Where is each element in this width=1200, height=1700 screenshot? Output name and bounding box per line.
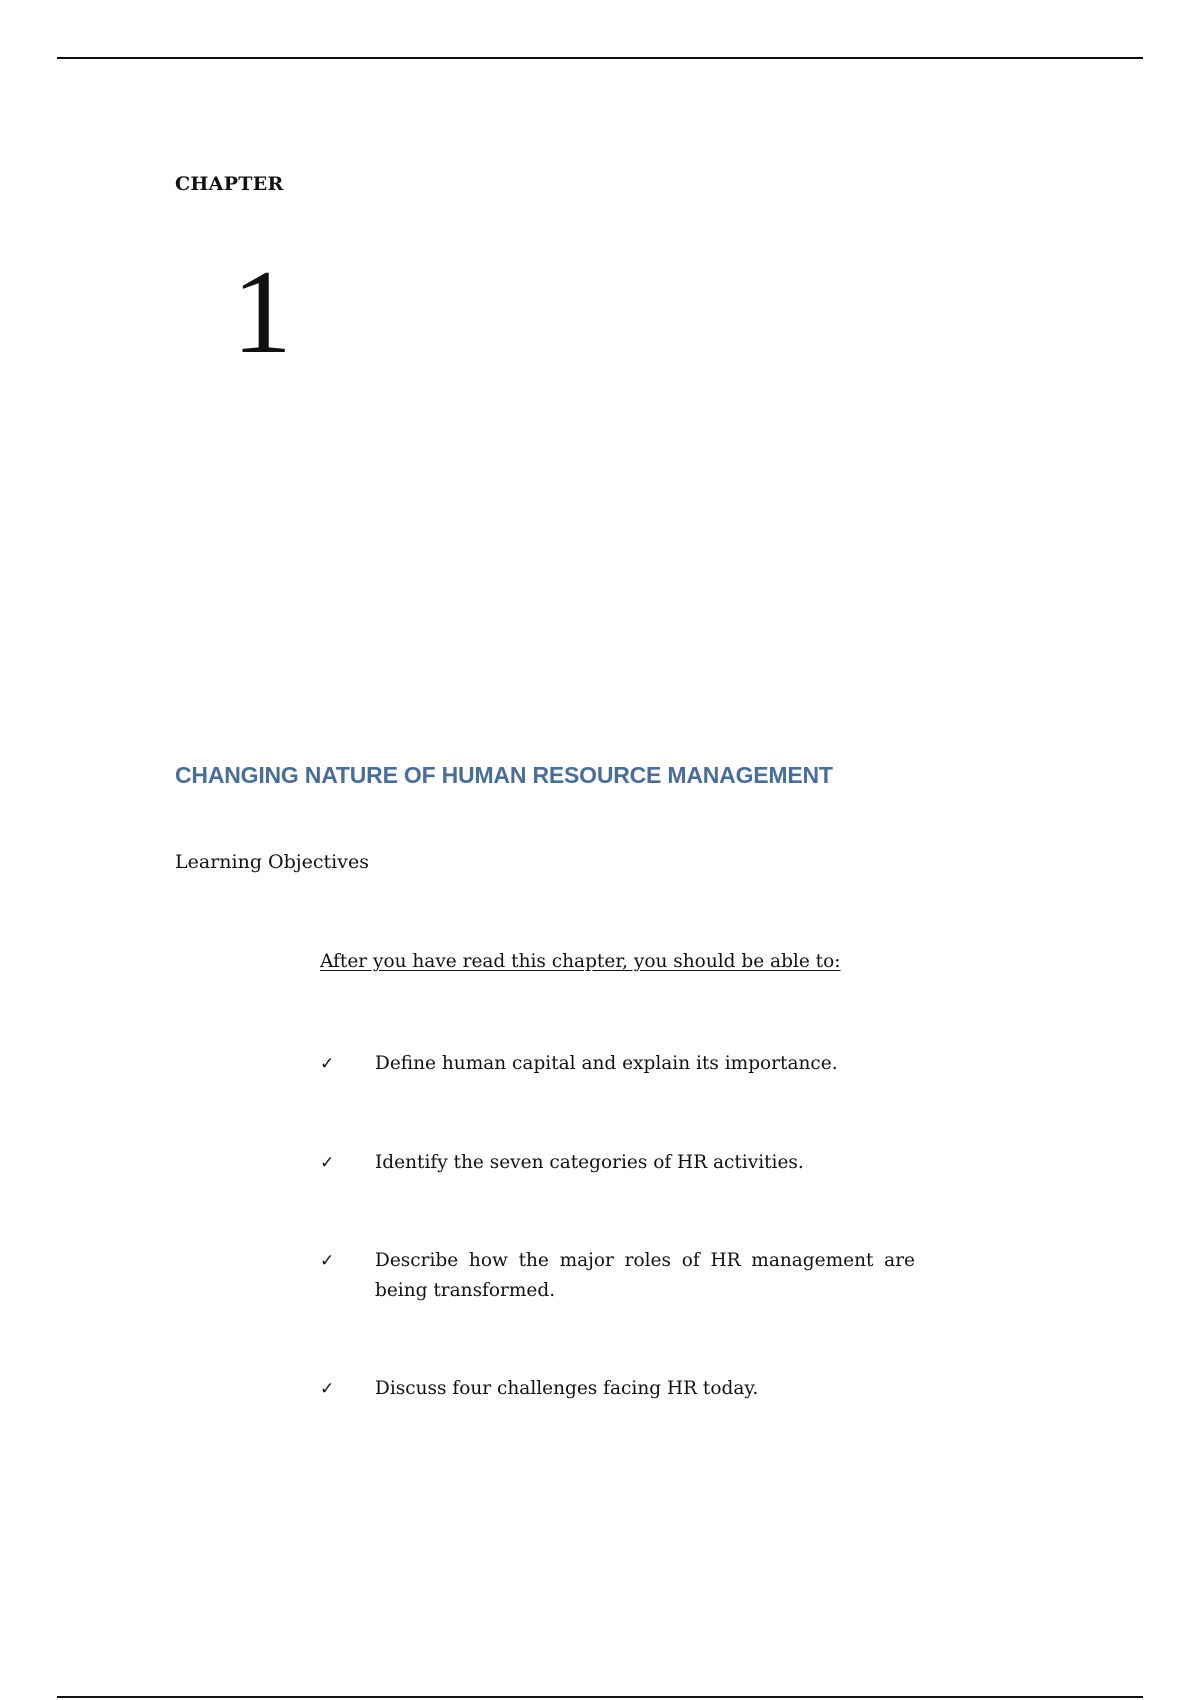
- chapter-number: 1: [232, 245, 292, 378]
- chapter-title: CHANGING NATURE OF HUMAN RESOURCE MANAGEMENT: [175, 762, 833, 788]
- objective-item: [320, 1246, 915, 1306]
- top-rule: [57, 57, 1143, 59]
- checkmark-icon: ✓: [320, 1379, 335, 1399]
- checkmark-icon: ✓: [320, 1251, 335, 1271]
- objective-text: Discuss four challenges facing HR today.: [375, 1378, 759, 1399]
- chapter-label: CHAPTER: [175, 173, 284, 195]
- learning-objectives-heading: Learning Objectives: [175, 851, 369, 873]
- objectives-intro: After you have read this chapter, you should be able to:: [320, 951, 841, 972]
- objective-item: [320, 1049, 915, 1079]
- checkmark-icon: ✓: [320, 1054, 335, 1074]
- checkmark-icon: ✓: [320, 1153, 335, 1173]
- objective-text: Identify the seven categories of HR activities.: [375, 1152, 804, 1173]
- objective-item: [320, 1148, 915, 1178]
- objective-item: [320, 1374, 915, 1404]
- objective-text: Define human capital and explain its importance.: [375, 1053, 838, 1074]
- bottom-rule: [57, 1696, 1143, 1698]
- objective-text: Describe how the major roles of HR management are being transformed.: [375, 1250, 915, 1301]
